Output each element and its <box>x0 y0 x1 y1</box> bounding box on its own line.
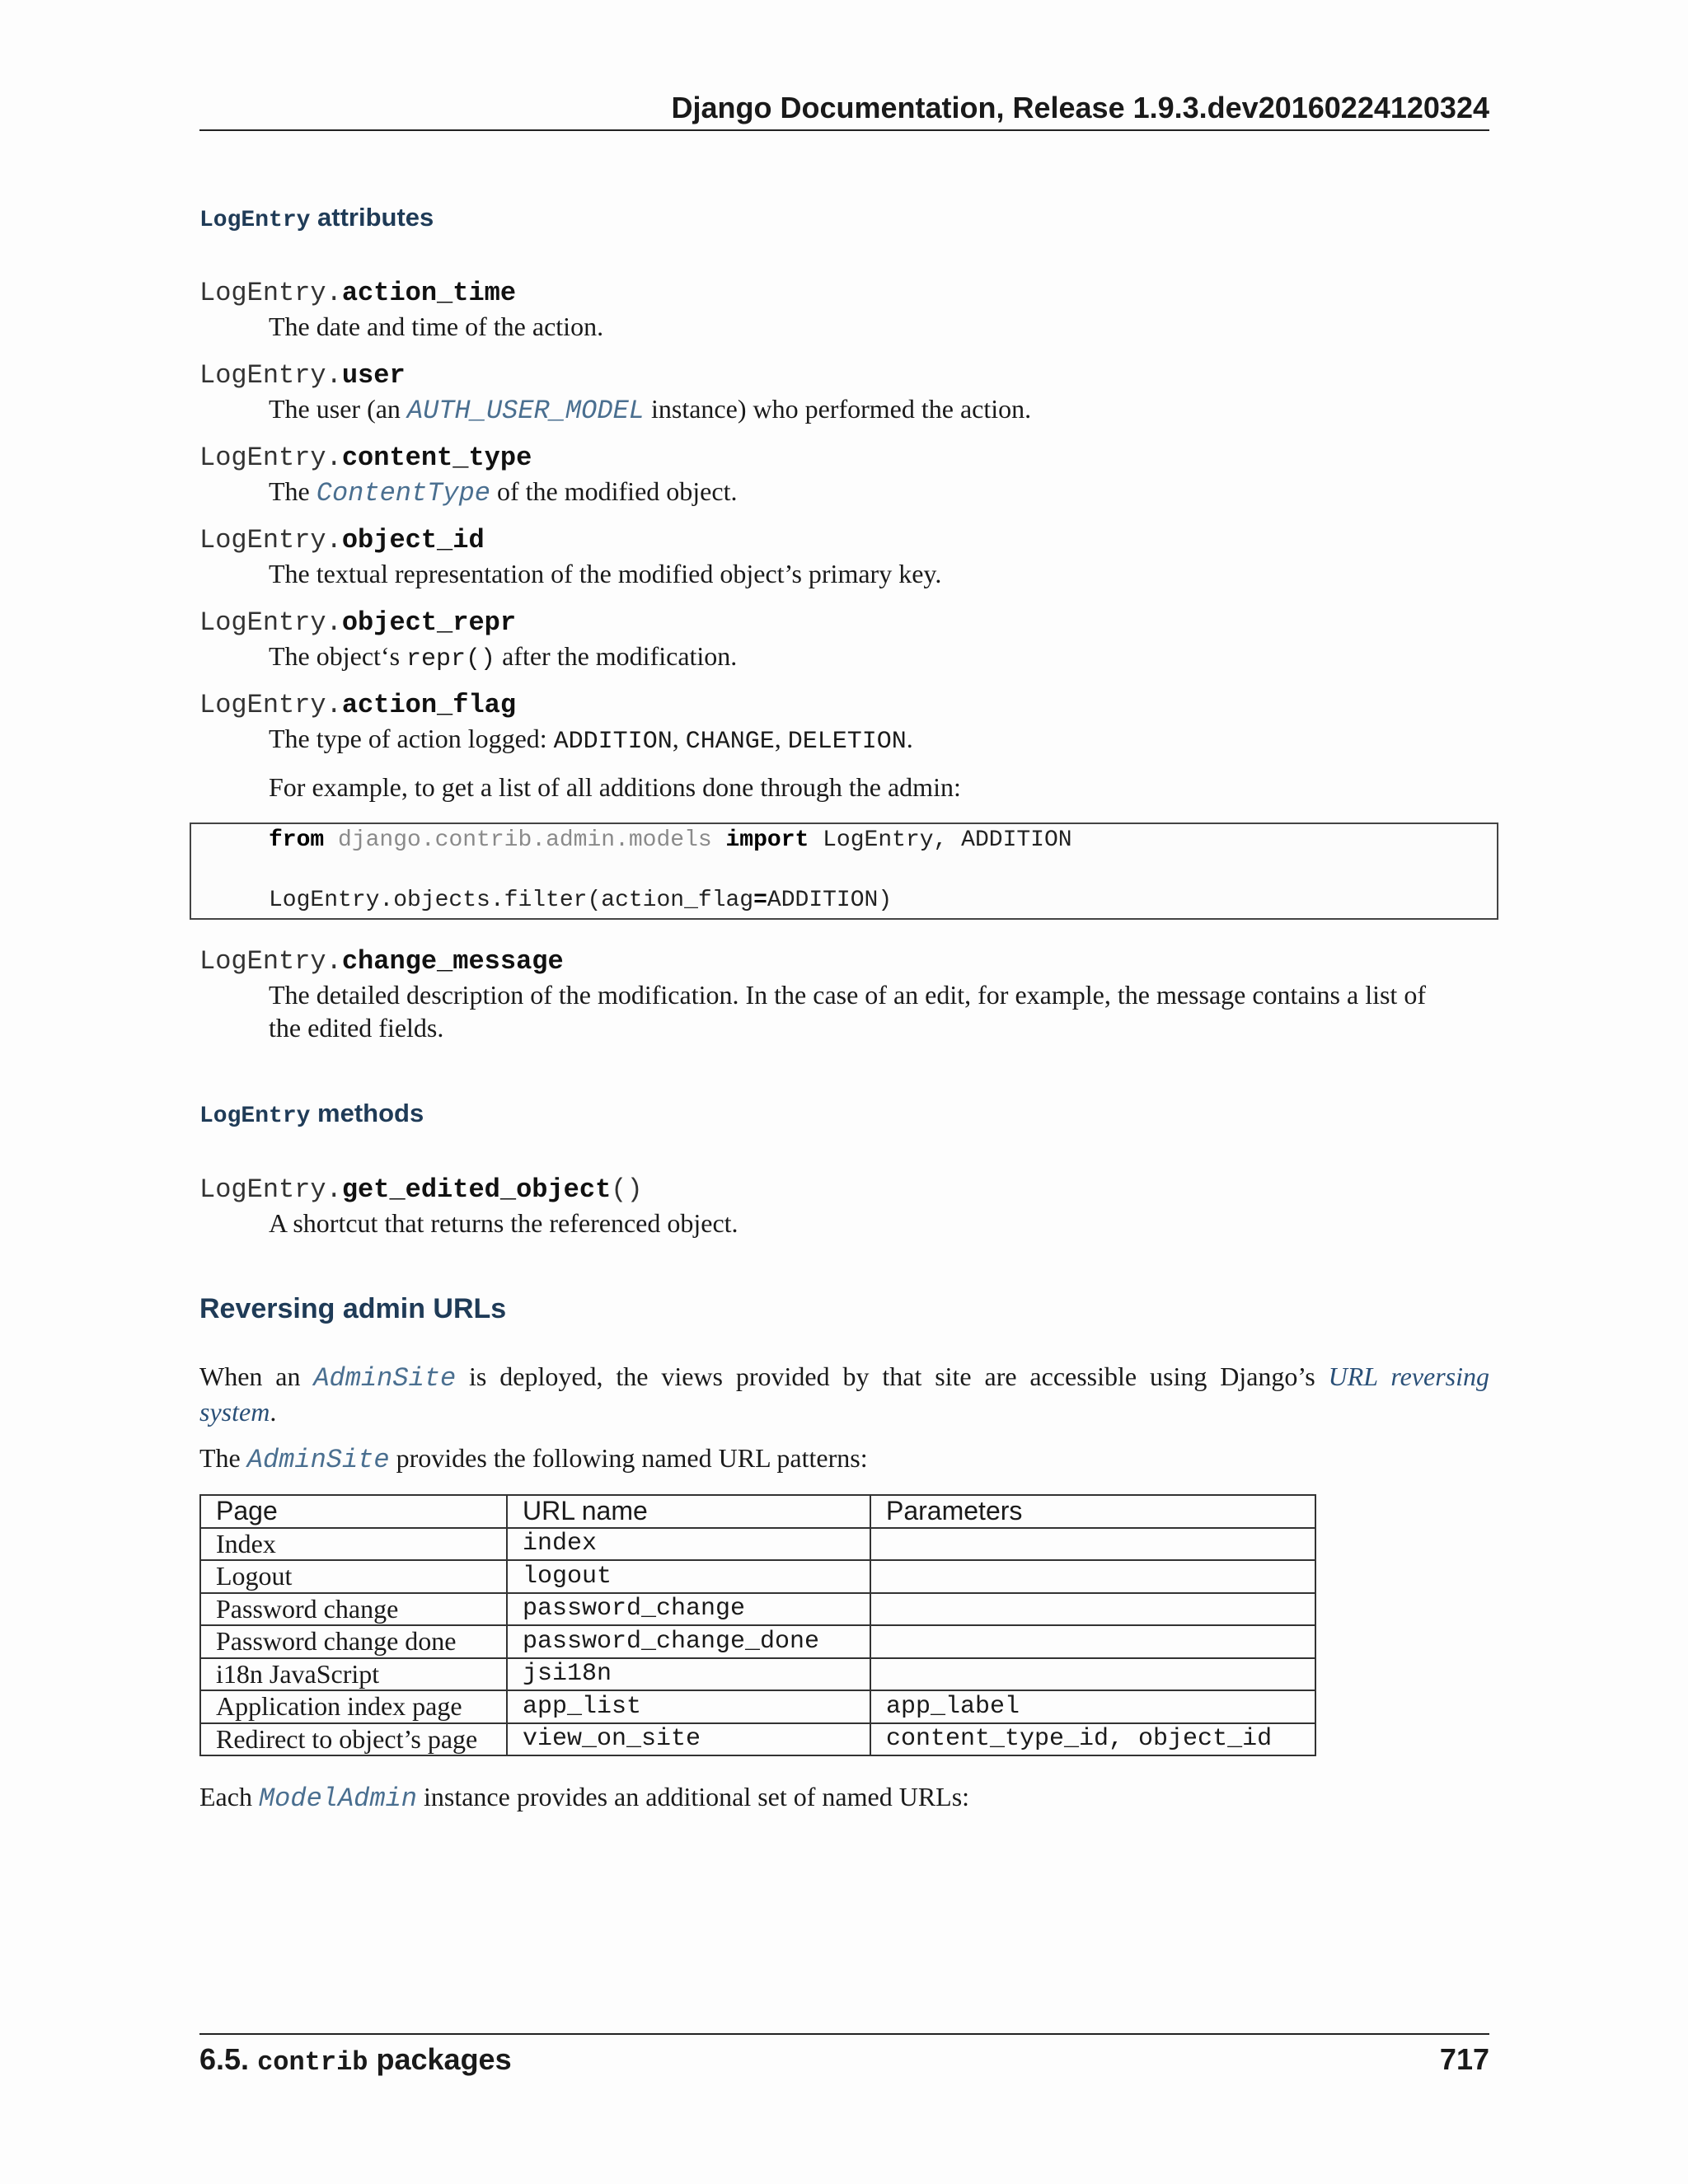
cell-url-name: jsi18n <box>507 1658 870 1691</box>
table-header-row <box>200 1495 1315 1528</box>
column-header-parameters: Parameters <box>870 1495 1315 1528</box>
attr-description: The date and time of the action. <box>269 312 604 341</box>
para-text: Each <box>199 1782 259 1811</box>
attr-name: action_flag <box>341 690 517 720</box>
modeladmin-paragraph <box>199 1780 1489 1816</box>
attr-description <box>269 722 913 758</box>
method-parens: () <box>611 1174 643 1205</box>
para-text: is deployed, the views provided by that site are accessible using Django’s <box>456 1361 1329 1391</box>
cell-parameters <box>870 1528 1315 1561</box>
heading-code: LogEntry <box>199 208 311 233</box>
cell-parameters <box>870 1658 1315 1691</box>
attr-description <box>269 475 737 510</box>
flag-change: CHANGE <box>685 728 775 756</box>
repr-code: repr() <box>406 645 496 673</box>
url-patterns-table <box>199 1494 1316 1756</box>
cell-page: i18n JavaScript <box>200 1658 507 1691</box>
attr-signature-object-repr[interactable] <box>199 607 516 638</box>
page-header-title: Django Documentation, Release 1.9.3.dev20160224120324 <box>671 91 1489 124</box>
attr-signature-change-message[interactable] <box>199 946 564 977</box>
code-call: LogEntry.objects.filter(action_flag <box>269 888 754 913</box>
attr-description: The textual representation of the modified object’s primary key. <box>269 559 942 588</box>
table-row <box>200 1528 1315 1561</box>
reversing-paragraph <box>199 1360 1489 1428</box>
cell-parameters: content_type_id, object_id <box>870 1723 1315 1756</box>
code-block[interactable] <box>190 823 1498 920</box>
keyword-import: import <box>725 827 809 853</box>
heading-code: LogEntry <box>199 1104 311 1129</box>
attr-description <box>269 978 1489 1044</box>
footer-section-label <box>199 2042 512 2078</box>
url-reversing-link[interactable]: URL reversing <box>1328 1361 1490 1391</box>
cell-url-name: index <box>507 1528 870 1561</box>
desc-text: after the modification. <box>495 641 738 671</box>
page-number: 717 <box>1439 2042 1489 2076</box>
operator-equals: = <box>753 888 767 913</box>
attr-signature-action-flag[interactable] <box>199 690 516 720</box>
cell-url-name: view_on_site <box>507 1723 870 1756</box>
period: . <box>270 1397 277 1427</box>
desc-line-2: the edited fields. <box>269 1013 444 1043</box>
cell-page: Logout <box>200 1560 507 1593</box>
attr-signature-user[interactable] <box>199 360 406 391</box>
attr-description <box>269 392 1031 428</box>
table-row <box>200 1593 1315 1626</box>
cell-page: Index <box>200 1528 507 1561</box>
table-row <box>200 1560 1315 1593</box>
attr-description <box>269 640 737 676</box>
cell-page: Application index page <box>200 1690 507 1723</box>
column-header-url-name: URL name <box>507 1495 870 1528</box>
period: . <box>906 724 913 753</box>
section-heading-attributes <box>199 203 434 233</box>
module-path: django.contrib.admin.models <box>324 827 726 853</box>
table-row <box>200 1723 1315 1756</box>
url-reversing-link-cont[interactable]: system <box>199 1397 270 1427</box>
attr-name: object_id <box>341 525 485 555</box>
section-heading-methods <box>199 1099 424 1129</box>
footer-rule <box>199 2033 1489 2035</box>
attr-name: content_type <box>341 443 532 473</box>
cell-url-name: app_list <box>507 1690 870 1723</box>
class-prefix: LogEntry. <box>199 525 342 555</box>
cell-page: Password change done <box>200 1625 507 1658</box>
flag-addition: ADDITION <box>553 728 673 756</box>
cell-parameters <box>870 1625 1315 1658</box>
class-prefix: LogEntry. <box>199 360 342 391</box>
adminsite-link[interactable]: AdminSite <box>246 1445 390 1475</box>
desc-text: of the modified object. <box>490 476 738 506</box>
column-header-page: Page <box>200 1495 507 1528</box>
attr-name: object_repr <box>341 607 517 638</box>
table-row <box>200 1658 1315 1691</box>
code-line-1 <box>269 827 1072 853</box>
heading-text: attributes <box>310 203 434 232</box>
separator: , <box>774 724 788 753</box>
code-arg: ADDITION) <box>767 888 893 913</box>
desc-line-1: The detailed description of the modification. In the case of an edit, for example, the message contains a list of <box>269 980 1426 1010</box>
import-names: LogEntry, ADDITION <box>809 827 1072 853</box>
header-rule <box>199 129 1489 131</box>
cell-url-name: logout <box>507 1560 870 1593</box>
para-line-1 <box>199 1360 1489 1395</box>
cell-url-name: password_change_done <box>507 1625 870 1658</box>
para-text: When an <box>199 1361 314 1391</box>
separator: , <box>672 724 686 753</box>
auth-user-model-link[interactable]: AUTH_USER_MODEL <box>406 396 645 426</box>
attr-name: user <box>341 360 406 391</box>
method-description: A shortcut that returns the referenced object. <box>269 1208 738 1238</box>
method-name: get_edited_object <box>341 1174 612 1205</box>
class-prefix: LogEntry. <box>199 278 342 308</box>
attr-name: change_message <box>341 946 564 977</box>
desc-text: The object‘s <box>269 641 407 671</box>
section-heading-reversing: Reversing admin URLs <box>199 1293 507 1324</box>
class-prefix: LogEntry. <box>199 1174 342 1205</box>
cell-parameters <box>870 1593 1315 1626</box>
modeladmin-link[interactable]: ModelAdmin <box>258 1783 417 1814</box>
class-prefix: LogEntry. <box>199 607 342 638</box>
desc-text: instance) who performed the action. <box>644 394 1032 424</box>
attr-name: action_time <box>341 278 517 308</box>
keyword-from: from <box>269 827 325 853</box>
attr-signature-object-id[interactable] <box>199 525 485 555</box>
attr-signature-action-time[interactable] <box>199 278 516 308</box>
method-signature-get-edited-object[interactable] <box>199 1174 643 1205</box>
footer-section-number: 6.5. <box>199 2042 258 2076</box>
para-text: instance provides an additional set of named URLs: <box>416 1782 970 1811</box>
desc-text: The user (an <box>269 394 407 424</box>
contenttype-link[interactable]: ContentType <box>316 478 490 509</box>
footer-section-text: packages <box>368 2042 512 2076</box>
named-url-intro <box>199 1441 1489 1477</box>
desc-text: The type of action logged: <box>269 724 554 753</box>
table-row <box>200 1625 1315 1658</box>
para-text: provides the following named URL patterns: <box>389 1443 868 1473</box>
para-line-2 <box>199 1395 1489 1428</box>
adminsite-link[interactable]: AdminSite <box>313 1363 457 1394</box>
desc-text: The <box>269 476 316 506</box>
class-prefix: LogEntry. <box>199 690 342 720</box>
cell-parameters <box>870 1560 1315 1593</box>
cell-page: Redirect to object’s page <box>200 1723 507 1756</box>
cell-url-name: password_change <box>507 1593 870 1626</box>
code-line-2 <box>269 888 892 913</box>
example-intro: For example, to get a list of all additions done through the admin: <box>269 772 961 802</box>
para-text: The <box>199 1443 247 1473</box>
class-prefix: LogEntry. <box>199 946 342 977</box>
attr-signature-content-type[interactable] <box>199 443 532 473</box>
class-prefix: LogEntry. <box>199 443 342 473</box>
heading-text: methods <box>310 1099 424 1127</box>
table-row <box>200 1690 1315 1723</box>
cell-parameters: app_label <box>870 1690 1315 1723</box>
footer-section-code: contrib <box>257 2047 368 2078</box>
flag-deletion: DELETION <box>787 728 907 756</box>
cell-page: Password change <box>200 1593 507 1626</box>
